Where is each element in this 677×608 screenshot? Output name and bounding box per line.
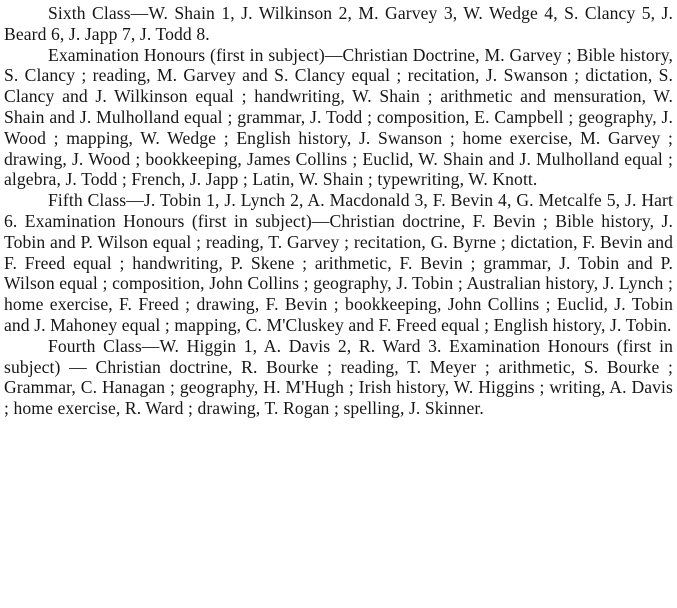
fifth-class-paragraph: Fifth Class—J. Tobin 1, J. Lynch 2, A. Macdonald 3, F. Bevin 4, G. Metcalfe 5, J. Hart 6. Examination Honours (first in subject)—Christian doctrine, F. Bevin ; Bible history, J. Tobin and P. Wilson equal ; reading, T. Garvey ; recitation, G. Byrne ; dictation, F. Bevin and F. Freed equal ; handwriting, P. Skene ; arithmetic, F. Bevin ; grammar, J. Tobin and P. Wilson equal ; composition, John Collins ; geography, J. Tobin ; Australian history, J. Lynch ; home exercise, F. Freed ; drawing, F. Bevin ; bookkeeping, John Collins ; Euclid, J. Tobin and J. Mahoney equal ; mapping, C. M'Cluskey and F. Freed equal ; English history, J. Tobin. — [4, 190, 673, 335]
fourth-class-paragraph: Fourth Class—W. Higgin 1, A. Davis 2, R. Ward 3. Examination Honours (first in subject) — Christian doctrine, R. Bourke ; reading, T. Meyer ; arithmetic, S. Bourke ; Grammar, C. Hanagan ; geography, H. M'Hugh ; Irish history, W. Higgins ; writing, A. Davis ; home exercise, R. Ward ; drawing, T. Rogan ; spelling, J. Skinner. — [4, 335, 673, 419]
sixth-class-results-paragraph: Sixth Class—W. Shain 1, J. Wilkinson 2, M. Garvey 3, W. Wedge 4, S. Clancy 5, J. Beard 6, J. Japp 7, J. Todd 8. — [4, 3, 673, 44]
sixth-class-honours-paragraph: Examination Honours (first in subject)—Christian Doctrine, M. Garvey ; Bible history, S. Clancy ; reading, M. Garvey and S. Clancy equal ; recitation, J. Swanson ; dictation, S. Clancy and J. Wilkinson equal ; handwriting, W. Shain ; arithmetic and mensuration, W. Shain and J. Mulholland equal ; grammar, J. Todd ; composition, E. Campbell ; geography, J. Wood ; mapping, W. Wedge ; English history, J. Swanson ; home exercise, M. Garvey ; drawing, J. Wood ; bookkeeping, James Collins ; Euclid, W. Shain and J. Mulholland equal ; algebra, J. Todd ; French, J. Japp ; Latin, W. Shain ; typewriting, W. Knott. — [4, 44, 673, 190]
